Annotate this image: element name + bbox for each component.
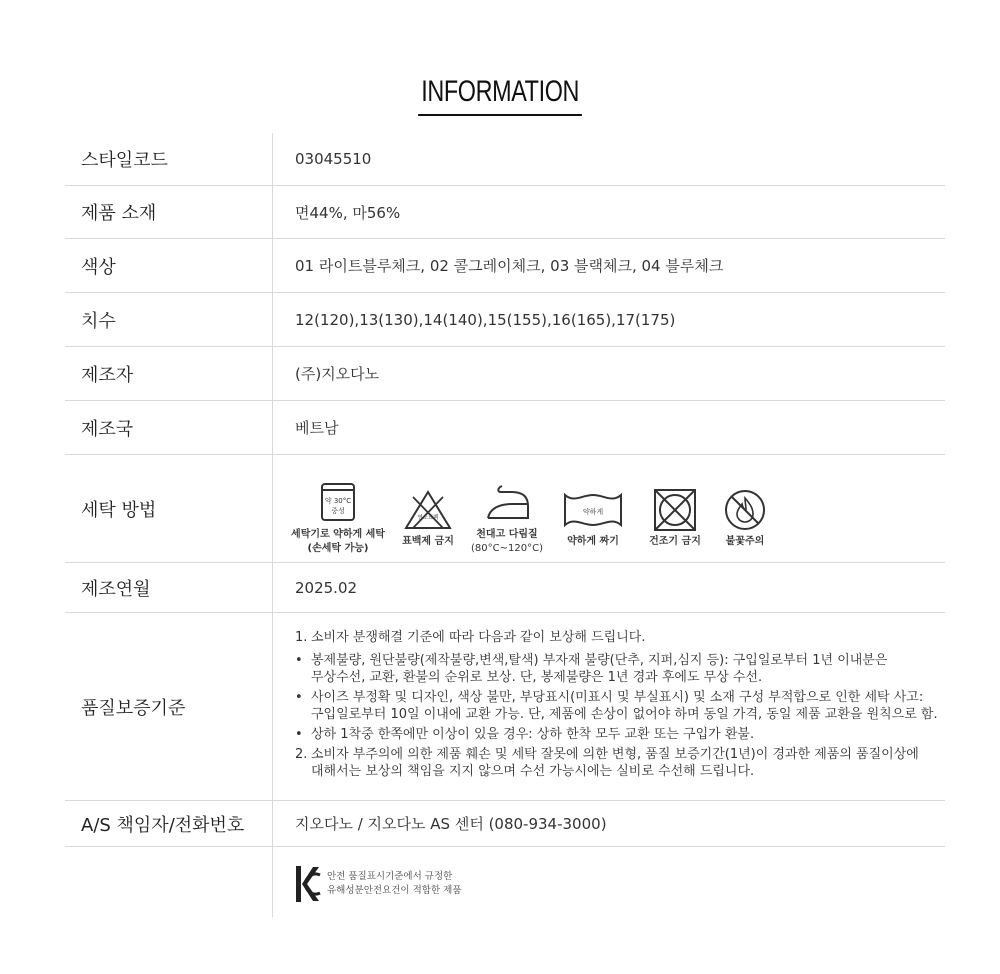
care-caption: 불꽃주의 [725,535,765,547]
care-caption: 천대고 다림질 [476,528,538,540]
row-size [65,293,945,347]
kc-text [327,870,462,898]
row-label: A/S 책임자/전화번호 [65,801,273,846]
quality-line: 구입일로부터 10일 이내에 교환 가능. 단, 제품에 손상이 없어야 하며 동일 가격, 동일 제품 교환을 원칙으로 함. [311,707,938,722]
row-value: 01 라이트블루체크, 02 콜그레이체크, 03 블랙체크, 04 블루체크 [295,257,724,275]
care-caption: (80°C~120°C) [471,542,543,554]
quality-bullet: • 상하 1착중 한쪽에만 이상이 있을 경우: 상하 한착 모두 교환 또는 구입가 환불. [295,727,755,742]
care-inner-text: 약 30°C [324,496,352,505]
quality-bullet: • 사이즈 부정확 및 디자인, 색상 불만, 부당표시(미표시 및 부실표시) 및 소재 구성 부적합으로 인한 세탁 사고: 구입일로부터 10일 이내에 교환 가능. 단, 제품에 손상이 없어야 하며 동일 가격, 동일 제품 교환을 원칙으로 함. [295,690,938,722]
quality-bullet: • 봉제불량, 원단불량(제작불량,변색,탈색) 부자재 불량(단추, 지퍼,심지 등): 구입일로부터 1년 이내분은 무상수선, 교환, 환불의 순위로 보상. 단, 봉제불량은 1년 경과 후에도 무상 수선. [295,653,888,685]
care-caption: 표백제 금지 [402,535,454,547]
care-item [464,482,550,556]
row-label: 치수 [65,293,273,346]
care-inner-text: 염소표백 [417,514,439,521]
row-maker [65,347,945,401]
row-color [65,239,945,293]
care-caption: 건조기 금지 [649,535,701,547]
care-inner-text: 중성 [331,506,345,515]
row-material [65,186,945,239]
row-care [65,455,945,563]
row-label: 색상 [65,239,273,292]
page-title: INFORMATION [418,72,582,116]
row-value: 베트남 [295,419,339,437]
quality-line: 소비자 분쟁해결 기준에 따라 다음과 같이 보상해 드립니다. [311,630,646,645]
quality-point: 1. 소비자 분쟁해결 기준에 따라 다음과 같이 보상해 드립니다. [295,630,646,645]
title-block [0,72,1000,116]
care-item [284,482,392,556]
kc-certification-icon [295,865,321,903]
row-date [65,563,945,613]
no-bleach-icon [403,489,453,531]
row-label: 세탁 방법 [65,455,273,562]
row-style-code [65,133,945,186]
row-label: 제조국 [65,401,273,454]
care-caption: 약하게 짜기 [567,535,619,547]
row-value: 2025.02 [295,578,358,597]
row-label: 스타일코드 [65,133,273,185]
kc-text-line: 유해성분안전요건이 적합한 제품 [327,885,462,896]
care-icons [274,455,945,562]
quality-line: 봉제불량, 원단불량(제작불량,변색,탈색) 부자재 불량(단추, 지퍼,심지 등): 구입일로부터 1년 이내분은 [311,653,888,668]
row-value: 면44%, 마56% [295,203,401,222]
row-value: 12(120),13(130),14(140),15(155),16(165),17(175) [295,310,676,329]
row-label: 제조연월 [65,563,273,612]
kc-mark-block [274,847,945,903]
wash-tub-icon [318,482,358,524]
quality-line: 상하 1착중 한쪽에만 이상이 있을 경우: 상하 한착 모두 교환 또는 구입가 환불. [311,727,755,742]
care-inner-text: 약하게 [582,507,604,516]
row-quality [65,613,945,801]
quality-text [274,613,945,795]
quality-line: 대해서는 보상의 책임을 지지 않으며 수선 가능시에는 실비로 수선해 드립니다. [311,764,755,779]
quality-line: 사이즈 부정확 및 디자인, 색상 불만, 부당표시(미표시 및 부실표시) 및 소재 구성 부적합으로 인한 세탁 사고: [311,690,924,705]
row-value: 03045510 [295,150,372,168]
care-item [714,489,776,549]
row-value: (주)지오다노 [295,365,380,383]
care-caption: 세탁기로 약하게 세탁 [291,528,385,540]
care-item [636,489,714,549]
care-item [392,489,464,549]
row-label-empty [65,847,273,917]
row-value: 지오다노 / 지오다노 AS 센터 (080-934-3000) [295,815,607,833]
kc-text-line: 안전 품질표시기준에서 규정한 [327,871,453,882]
no-fire-icon [723,489,767,531]
gentle-wring-icon [562,489,624,531]
no-tumble-dry-icon [652,489,698,531]
info-table [65,133,945,917]
row-kc [65,847,945,917]
row-label: 제품 소재 [65,186,273,238]
row-as [65,801,945,847]
care-caption: (손세탁 가능) [307,542,369,554]
row-country [65,401,945,455]
iron-icon [482,482,532,524]
quality-line: 소비자 부주의에 의한 제품 훼손 및 세탁 잘못에 의한 변형, 품질 보증기간(1년)이 경과한 제품의 품질이상에 [311,747,919,762]
row-label: 제조자 [65,347,273,400]
quality-line: 무상수선, 교환, 환불의 순위로 보상. 단, 봉제불량은 1년 경과 후에도 무상 수선. [311,670,763,685]
care-item [550,489,636,549]
row-label: 품질보증기준 [65,613,273,800]
quality-point: 2. 소비자 부주의에 의한 제품 훼손 및 세탁 잘못에 의한 변형, 품질 보증기간(1년)이 경과한 제품의 품질이상에 대해서는 보상의 책임을 지지 않으며 수선 가능시에는 실비로 수선해 드립니다. [295,747,919,779]
